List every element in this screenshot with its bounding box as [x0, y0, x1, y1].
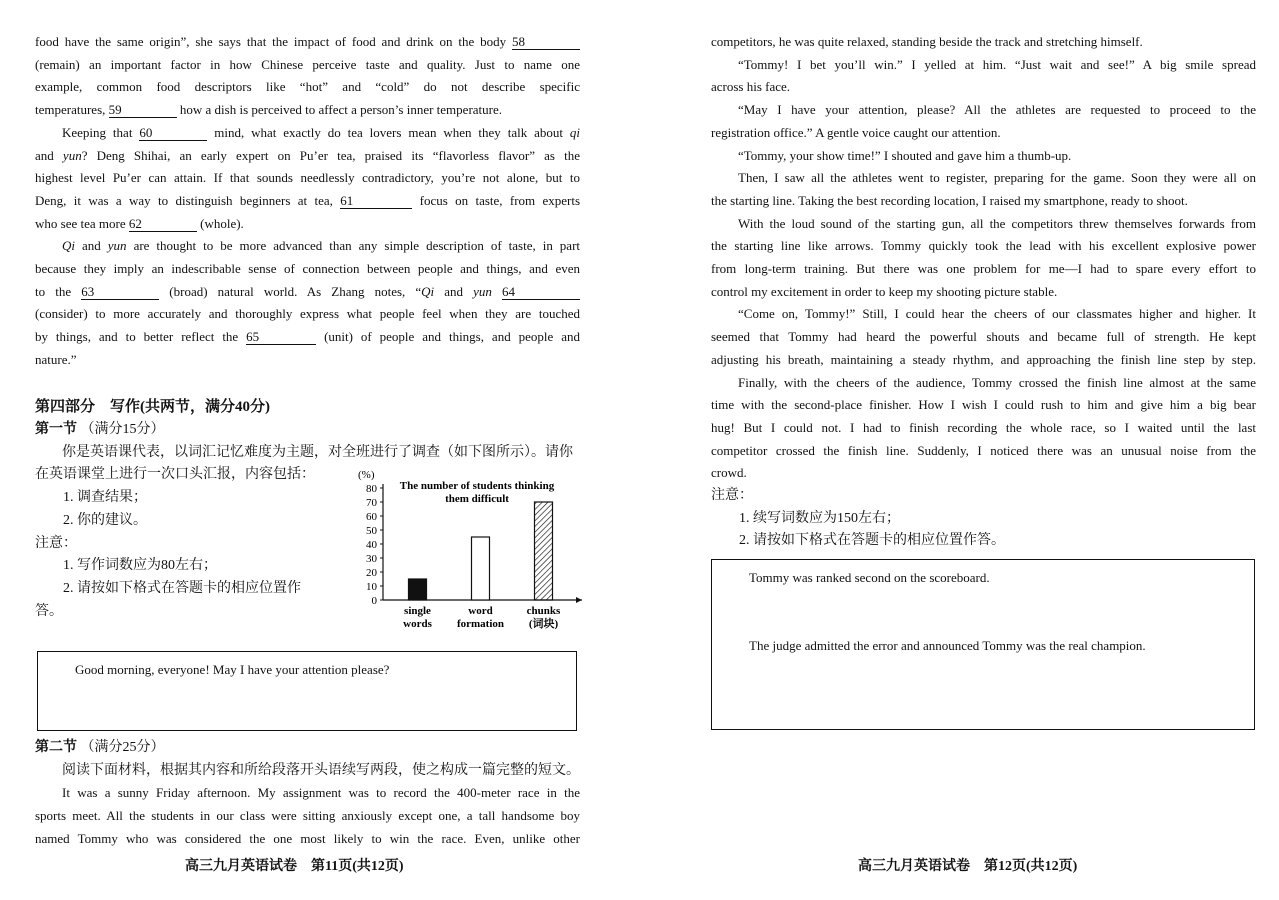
- section1-note: 1. 写作词数应为80左右；: [63, 558, 217, 574]
- blank-62[interactable]: 62: [129, 215, 197, 232]
- passage-line: Qi and yun are thought to be more advanced than any simple description of taste, in part: [62, 238, 580, 254]
- blank-63[interactable]: 63: [81, 283, 159, 300]
- passage-line: because they imply an indescribable sense of connection between people and things, and even: [35, 261, 580, 277]
- passage-line: and yun? Deng Shihai, an early expert on Pu’er tea, praised its “flavorless flavor” as the: [35, 147, 580, 163]
- chart-y-tick-label: 0: [371, 595, 377, 607]
- section2-heading: 第二节 （满分25分）: [35, 740, 165, 755]
- passage-line: nature.”: [35, 351, 77, 367]
- chart-x-tick-label: single: [404, 605, 431, 617]
- section1-item: 1. 调查结果；: [63, 490, 147, 506]
- section1-note-label: 注意：: [35, 535, 77, 551]
- passage-line: (remain) an important factor in how Chinese perceive taste and quality. Just to name one: [35, 56, 580, 72]
- passage-line: Keeping that 60 mind, what exactly do tea lovers mean when they talk about qi: [62, 124, 580, 140]
- passage-line: food have the same origin”, she says that the impact of food and drink on the body 58: [35, 31, 580, 54]
- chart-y-tick-label: 50: [366, 525, 377, 537]
- blank-59[interactable]: 59: [109, 101, 177, 118]
- story-line: competitors, he was quite relaxed, standing beside the track and stretching himself.: [711, 34, 1143, 49]
- story-line: hug! But I could not. I had to finish recording the whole race, so I waited until the last: [711, 419, 1256, 435]
- section1-note: 答。: [35, 603, 63, 619]
- chart-y-tick-label: 30: [366, 553, 377, 565]
- passage-line: by things, and to better reflect the 65 (unit) of people and things, and people and: [35, 329, 580, 345]
- story-line: from long-term training. But there was one problem for me—I had to spare every effort to: [711, 261, 1256, 277]
- continuation-answer-box: [711, 559, 1255, 730]
- story-line: time with the second-place finisher. How I wish I could rush to him and give him a big bear: [711, 397, 1256, 413]
- chart-x-tick-label: word: [468, 605, 493, 617]
- passage-line: who see tea more 62 (whole).: [35, 215, 244, 231]
- story-line: With the loud sound of the starting gun, all the competitors threw themselves forwards from: [738, 215, 1256, 231]
- passage-line: Deng, it was a way to distinguish beginners at tea, 61 focus on taste, from experts: [35, 192, 580, 208]
- page-footer: 高三九月英语试卷 第11页(共12页): [185, 859, 404, 874]
- blank-60[interactable]: 60: [139, 124, 207, 141]
- chart-y-tick-label: 20: [366, 567, 377, 579]
- story-line: “Come on, Tommy!” Still, I could hear the cheers of our classmates higher and higher. It: [738, 306, 1256, 322]
- note-item: 2. 请按如下格式在答题卡的相应位置作答。: [739, 533, 1005, 549]
- story-line: the starting line like arrows. Tommy quickly took the lead with his excellent explosive power: [711, 238, 1256, 254]
- blank-64[interactable]: 64: [502, 283, 580, 300]
- chart-x-tick-label: (词块): [528, 618, 559, 630]
- story-line: “May I have your attention, please? All the athletes are requested to proceed to the: [738, 102, 1256, 118]
- part4-title: 第四部分 写作(共两节，满分40分): [35, 399, 270, 415]
- section1-intro: 在英语课堂上进行一次口头汇报，内容包括：: [35, 467, 315, 483]
- chart-y-tick-label: 10: [366, 581, 377, 593]
- section1-answer-box: [37, 651, 577, 731]
- story-line: Then, I saw all the athletes went to register, preparing for the game. Soon they were all on: [738, 170, 1256, 186]
- grammar-passage: [35, 31, 580, 372]
- story-line: “Tommy! I bet you’ll win.” I yelled at him. “Just wait and see!” A big smile spread: [738, 56, 1256, 72]
- section1-heading: 第一节 （满分15分）: [35, 422, 165, 437]
- section1-intro: 你是英语课代表，以词汇记忆难度为主题，对全班进行了调查（如下图所示）。请你: [62, 444, 573, 460]
- story-line: named Tommy who was considered the one most likely to win the race. Even, unlike other: [35, 830, 580, 846]
- chart-bar: [409, 579, 427, 600]
- box-opening-sentence-2: The judge admitted the error and announced Tommy was the real champion.: [749, 638, 1146, 653]
- story-line: control my excitement in order to keep my shooting picture stable.: [711, 283, 1058, 299]
- story-line: across his face.: [711, 79, 791, 95]
- chart-x-axis-arrow: [576, 597, 582, 603]
- chart-x-tick-label: words: [403, 618, 432, 630]
- page-footer: 高三九月英语试卷 第12页(共12页): [858, 859, 1078, 874]
- chart-title: The number of students thinking them difficult: [399, 480, 555, 505]
- notes-label: 注意：: [711, 488, 753, 503]
- story-line: seemed that Tommy had heard the powerful shouts and became full of strength. He kept: [711, 329, 1256, 345]
- passage-line: (consider) to more accurately and thoroughly express what people feel when they are touched: [35, 306, 580, 322]
- story-line: Finally, with the cheers of the audience, Tommy crossed the finish line almost at the same: [738, 374, 1256, 390]
- passage-line: to the 63 (broad) natural world. As Zhang notes, “Qi and yun 64: [35, 281, 580, 304]
- story-line: the starting line. Taking the best recording location, I raised my smartphone, ready to shoot.: [711, 192, 1188, 208]
- exam-page-12: [640, 0, 1279, 900]
- note-item: 1. 续写词数应为150左右；: [739, 510, 900, 526]
- chart-y-tick-label: 80: [366, 483, 377, 495]
- passage-line: highest level Pu’er can attain. If that sounds needlessly contradictory, you’re not alone, but to: [35, 170, 580, 186]
- chart-bar: [535, 502, 553, 600]
- box-opening-sentence-1: Tommy was ranked second on the scoreboard.: [749, 570, 990, 585]
- blank-65[interactable]: 65: [246, 328, 316, 345]
- section1-box-text: Good morning, everyone! May I have your attention please?: [75, 662, 390, 677]
- chart-bar: [472, 537, 490, 600]
- story-line: sports meet. All the students in our class were sitting anxiously except one, a tall handsome boy: [35, 808, 580, 824]
- passage-line: example, common food descriptors like “hot” and “cold” do not describe specific: [35, 79, 580, 95]
- chart-y-tick-label: 60: [366, 511, 377, 523]
- chart-x-tick-label: formation: [456, 618, 505, 630]
- story-line: competitor crossed the finish line. Suddenly, I noticed there was an unusual noise from the: [711, 442, 1256, 458]
- story-line: crowd.: [711, 465, 747, 481]
- section2-intro: 阅读下面材料，根据其内容和所给段落开头语续写两段，使之构成一篇完整的短文。: [62, 762, 580, 778]
- section1-note: 2. 请按如下格式在答题卡的相应位置作: [63, 580, 301, 596]
- section1-item: 2. 你的建议。: [63, 512, 147, 528]
- blank-58[interactable]: 58: [512, 33, 580, 50]
- chart-y-tick-label: 70: [366, 497, 377, 509]
- chart-y-axis-label: (%): [358, 469, 375, 481]
- continuation-notes: [711, 485, 1256, 553]
- story-line: “Tommy, your show time!” I shouted and gave him a thumb-up.: [738, 147, 1072, 163]
- story-line: registration office.” A gentle voice caught our attention.: [711, 124, 1001, 140]
- story-line: adjusting his breath, maintaining a steady rhythm, and approaching the finish line step by step.: [711, 351, 1256, 367]
- blank-61[interactable]: 61: [340, 192, 412, 209]
- survey-bar-chart: [350, 462, 590, 634]
- passage-line: temperatures, 59 how a dish is perceived to affect a person’s inner temperature.: [35, 102, 503, 118]
- story-line: It was a sunny Friday afternoon. My assignment was to record the 400-meter race in the: [62, 785, 580, 801]
- story-continued: [711, 31, 1256, 485]
- writing-section-2: [35, 737, 580, 851]
- chart-y-tick-label: 40: [366, 539, 377, 551]
- chart-x-tick-label: chunks: [526, 605, 561, 617]
